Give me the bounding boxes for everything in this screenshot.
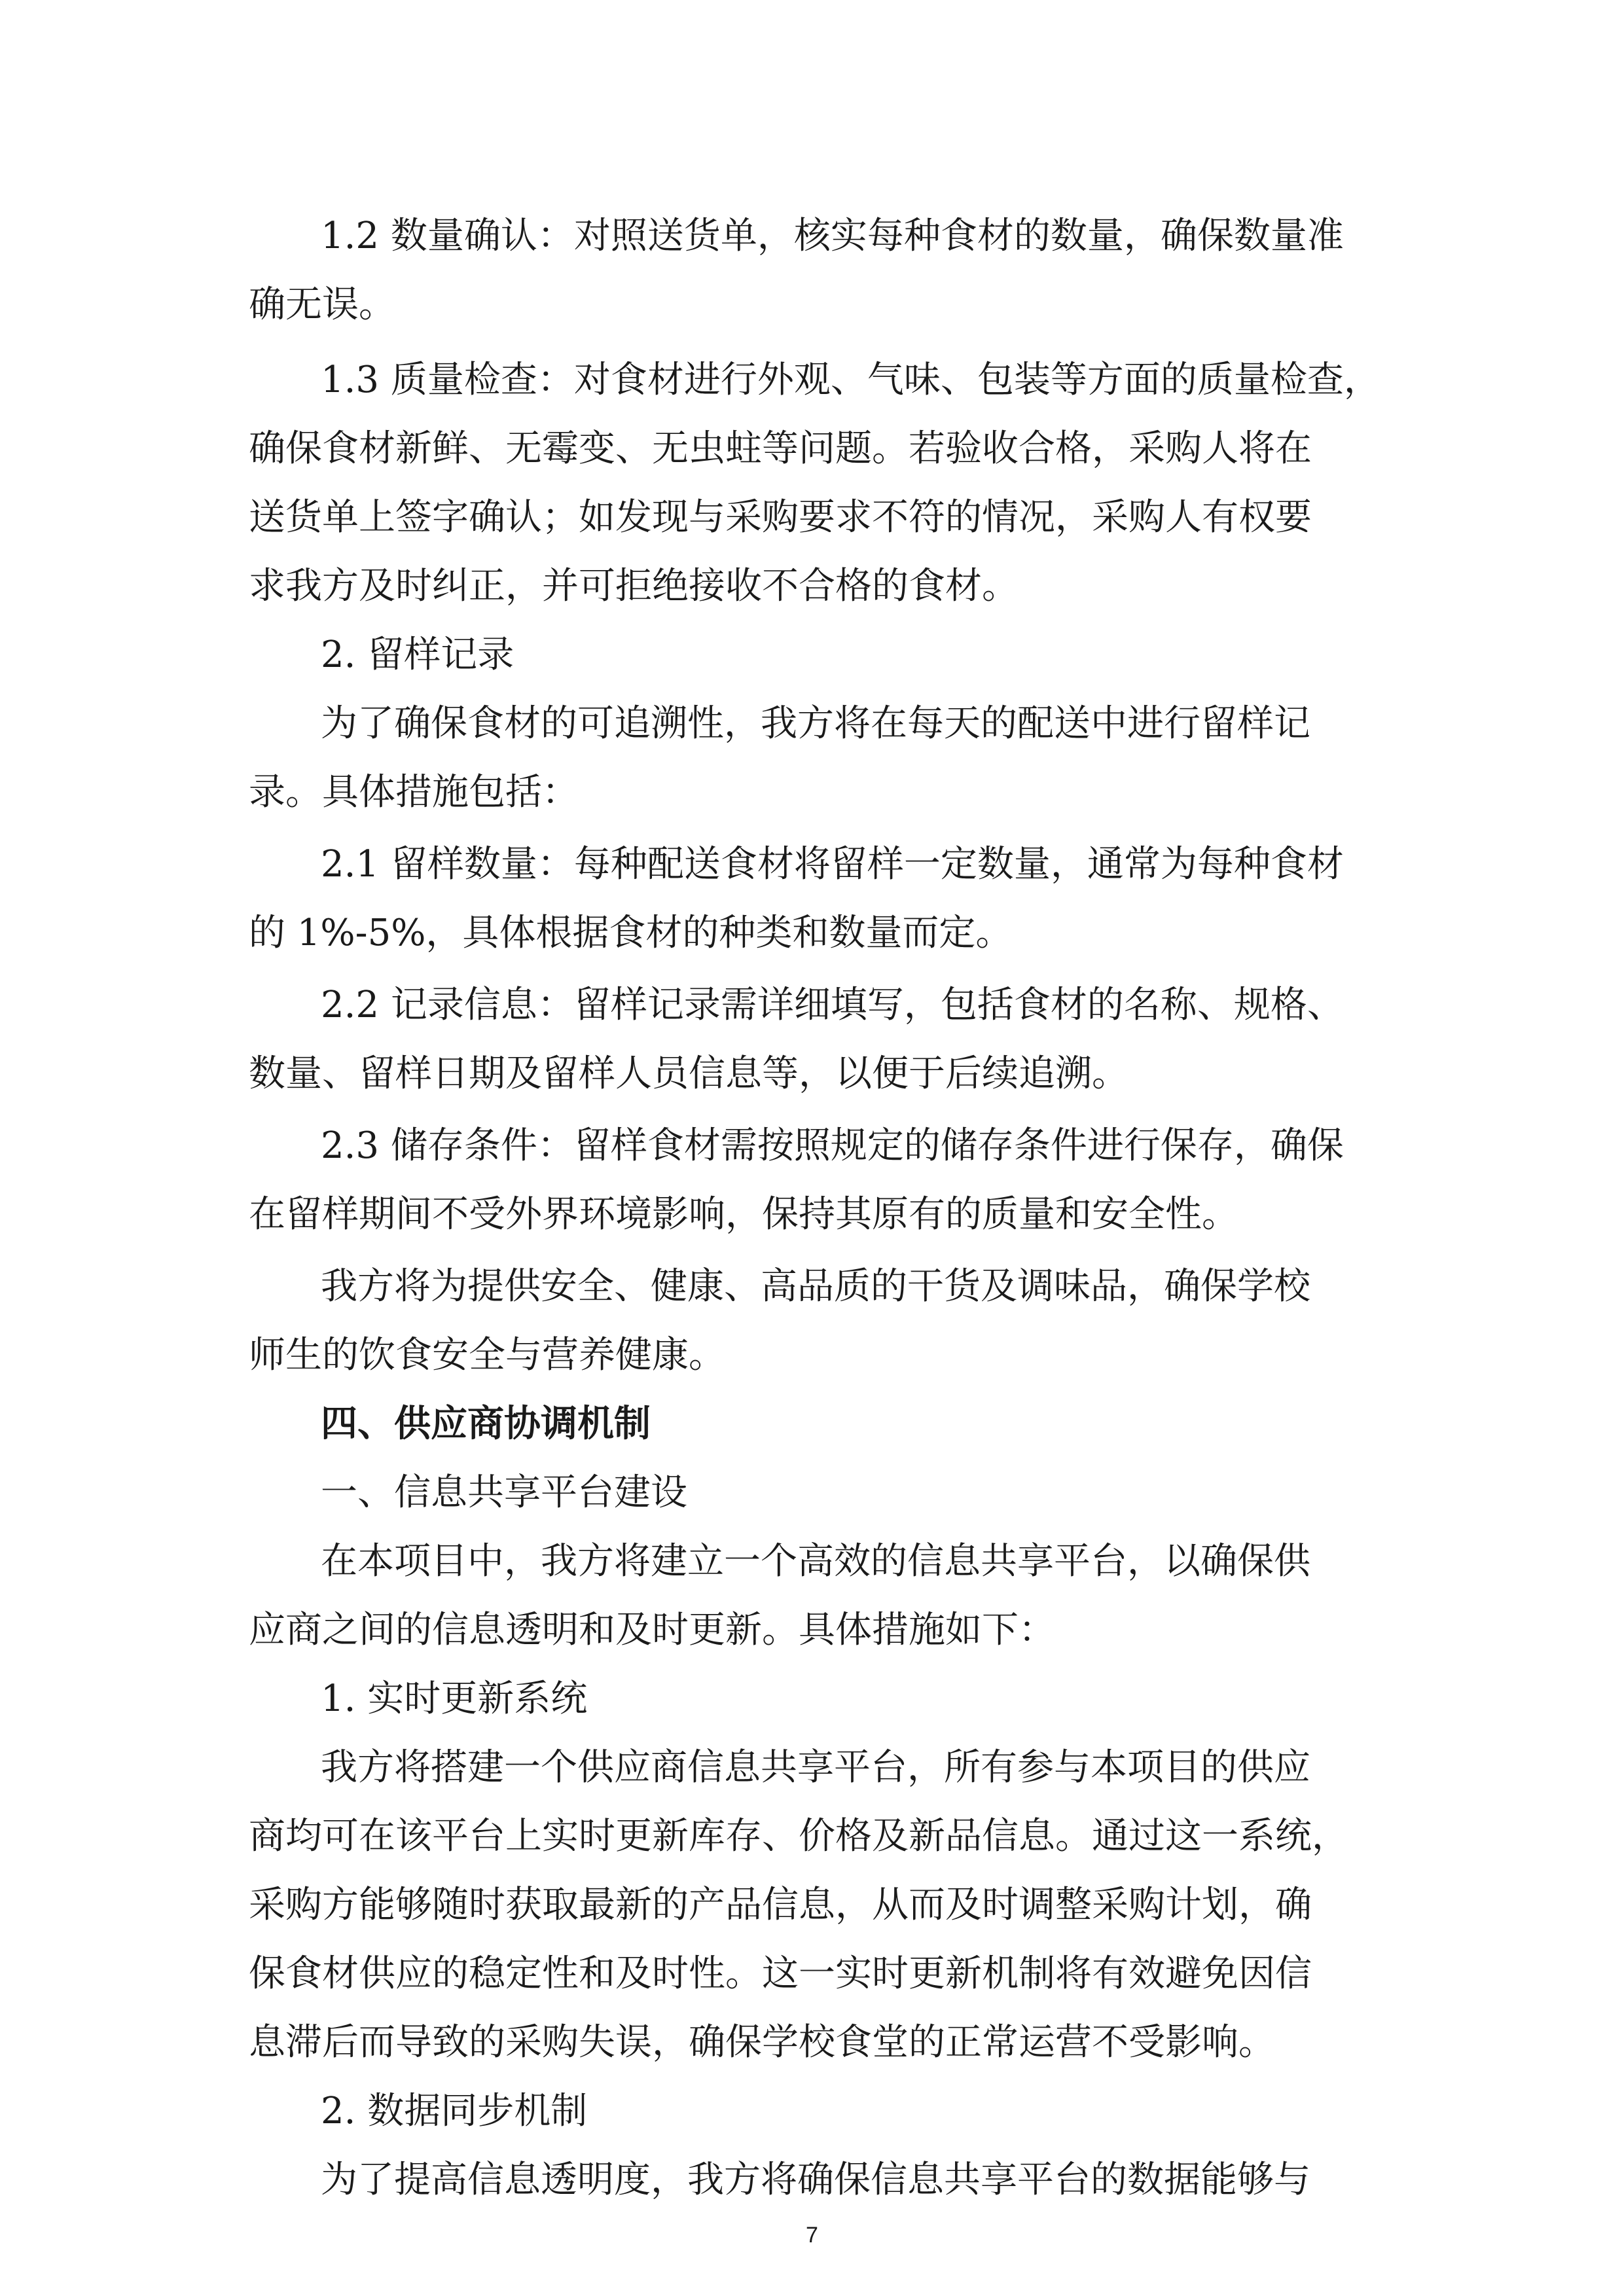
section-subheading: 2. 数据同步机制 [321,2090,588,2132]
paragraph-line: 师生的饮食安全与营养健康。 [249,1334,725,1376]
section-subheading: 2. 留样记录 [321,634,514,676]
paragraph-line: 在留样期间不受外界环境影响，保持其原有的质量和安全性。 [249,1193,1238,1236]
page-number: 7 [806,2223,818,2248]
paragraph-line: 保食材供应的稳定性和及时性。这一实时更新机制将有效避免因信 [249,1952,1312,1995]
paragraph-line: 息滞后而导致的采购失误，确保学校食堂的正常运营不受影响。 [249,2021,1275,2064]
paragraph-line: 求我方及时纠正，并可拒绝接收不合格的食材。 [249,565,1019,607]
paragraph-line: 为了提高信息透明度，我方将确保信息共享平台的数据能够与 [321,2159,1310,2201]
paragraph-line: 1.3 质量检查：对食材进行外观、气味、包装等方面的质量检查， [321,359,1380,401]
section-heading: 四、供应商协调机制 [321,1403,651,1445]
paragraph-line: 应商之间的信息透明和及时更新。具体措施如下： [249,1609,1055,1651]
paragraph-line: 的 1%-5%，具体根据食材的种类和数量而定。 [249,912,1013,954]
paragraph-line: 2.3 储存条件：留样食材需按照规定的储存条件进行保存，确保 [321,1124,1344,1167]
paragraph-line: 2.1 留样数量：每种配送食材将留样一定数量，通常为每种食材 [321,843,1344,886]
section-subheading: 一、信息共享平台建设 [321,1471,687,1514]
paragraph-line: 我方将搭建一个供应商信息共享平台，所有参与本项目的供应 [321,1746,1310,1789]
paragraph-line: 确无误。 [249,283,395,326]
paragraph-line: 1.2 数量确认：对照送货单，核实每种食材的数量，确保数量准 [321,215,1344,257]
paragraph-line: 录。具体措施包括： [249,771,579,814]
paragraph-line: 2.2 记录信息：留样记录需详细填写，包括食材的名称、规格、 [321,984,1344,1026]
paragraph-line: 数量、留样日期及留样人员信息等，以便于后续追溯。 [249,1052,1128,1095]
paragraph-line: 采购方能够随时获取最新的产品信息，从而及时调整采购计划，确 [249,1884,1312,1926]
paragraph-line: 确保食材新鲜、无霉变、无虫蛀等问题。若验收合格，采购人将在 [249,427,1312,470]
paragraph-line: 商均可在该平台上实时更新库存、价格及新品信息。通过这一系统， [249,1815,1348,1857]
paragraph-line: 我方将为提供安全、健康、高品质的干货及调味品，确保学校 [321,1265,1310,1308]
paragraph-line: 送货单上签字确认；如发现与采购要求不符的情况，采购人有权要 [249,496,1312,539]
paragraph-line: 在本项目中，我方将建立一个高效的信息共享平台，以确保供 [321,1540,1310,1583]
paragraph-line: 为了确保食材的可追溯性，我方将在每天的配送中进行留样记 [321,702,1310,745]
section-subheading: 1. 实时更新系统 [321,1677,588,1720]
